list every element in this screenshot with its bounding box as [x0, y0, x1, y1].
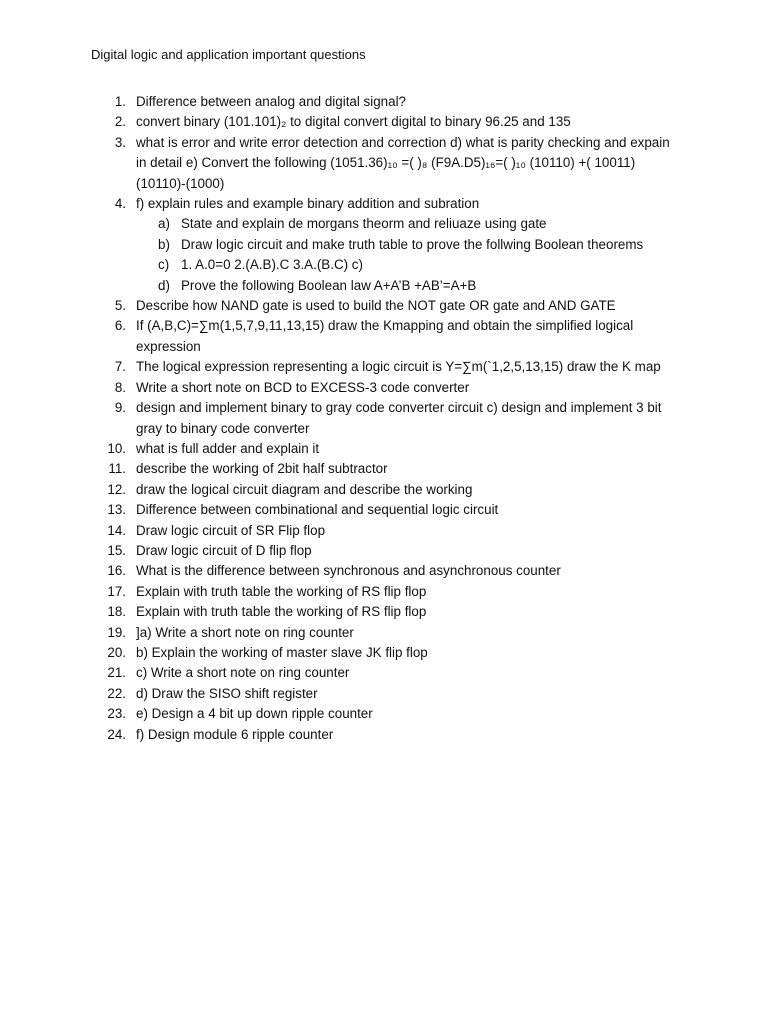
question-text: describe the working of 2bit half subtractor — [136, 461, 388, 477]
sub-question-item — [136, 276, 680, 296]
question-item — [100, 684, 680, 704]
question-item — [100, 296, 680, 316]
sub-question-item — [136, 214, 680, 234]
question-text: f) Design module 6 ripple counter — [136, 726, 334, 742]
question-text: Describe how NAND gate is used to build the NOT gate OR gate and AND GATE — [136, 298, 616, 314]
question-text: what is error and write error detection and correction d) what is parity checking and expain in detail e) Convert the following (1051.36)₁₀ =( )₈ (F9A.D5)₁₆=( )₁₀ (10110) +( 10011) (10110)-(1000) — [136, 134, 670, 191]
question-text: Draw logic circuit of SR Flip flop — [136, 522, 326, 538]
question-item — [100, 623, 680, 643]
question-item — [100, 582, 680, 602]
question-text: Difference between combinational and sequential logic circuit — [136, 502, 499, 518]
question-number: 12. — [107, 481, 126, 497]
question-number: 17. — [107, 583, 126, 599]
question-text: what is full adder and explain it — [136, 440, 320, 456]
question-item — [100, 643, 680, 663]
question-text: Write a short note on BCD to EXCESS-3 code converter — [136, 379, 470, 395]
question-text: ]a) Write a short note on ring counter — [136, 624, 354, 640]
question-item — [100, 602, 680, 622]
question-text: convert binary (101.101)₂ to digital convert digital to binary 96.25 and 135 — [136, 114, 571, 130]
question-item — [100, 500, 680, 520]
question-text: The logical expression representing a logic circuit is Y=∑m(`1,2,5,13,15) draw the K map — [136, 359, 661, 375]
question-number: 5. — [114, 298, 126, 314]
question-item — [100, 561, 680, 581]
question-number: 9. — [114, 400, 126, 416]
question-text: design and implement binary to gray code converter circuit c) design and implement 3 bit gray to binary code converter — [136, 400, 662, 436]
question-number: 15. — [107, 542, 126, 558]
question-number: 14. — [107, 522, 126, 538]
sub-question-letter: d) — [158, 277, 170, 293]
question-number: 8. — [114, 379, 126, 395]
question-text: f) explain rules and example binary addition and subration — [136, 196, 480, 212]
question-number: 16. — [107, 563, 126, 579]
question-item — [100, 378, 680, 398]
question-item — [100, 398, 680, 439]
question-number: 4. — [114, 196, 126, 212]
sub-question-letter: b) — [158, 236, 170, 252]
question-item — [100, 521, 680, 541]
question-item — [100, 316, 680, 357]
question-list — [100, 92, 680, 745]
question-text: What is the difference between synchronous and asynchronous counter — [136, 563, 561, 579]
question-text: d) Draw the SISO shift register — [136, 685, 318, 701]
question-text: Explain with truth table the working of RS flip flop — [136, 583, 427, 599]
question-number: 23. — [107, 706, 126, 722]
question-number: 10. — [107, 440, 126, 456]
question-number: 1. — [114, 94, 126, 109]
question-text: Difference between analog and digital signal? — [136, 94, 406, 109]
question-item — [100, 459, 680, 479]
question-item — [100, 357, 680, 377]
question-text: b) Explain the working of master slave JK flip flop — [136, 644, 428, 660]
question-number: 24. — [107, 726, 126, 742]
question-text: draw the logical circuit diagram and describe the working — [136, 481, 473, 497]
question-number: 6. — [114, 318, 126, 334]
question-number: 22. — [107, 685, 126, 701]
question-text: If (A,B,C)=∑m(1,5,7,9,11,13,15) draw the Kmapping and obtain the simplified logical expression — [136, 318, 634, 354]
question-item — [100, 133, 680, 194]
sub-question-letter: c) — [158, 257, 170, 273]
question-number: 18. — [107, 604, 126, 620]
sub-question-item — [136, 235, 680, 255]
question-item — [100, 480, 680, 500]
question-text: c) Write a short note on ring counter — [136, 665, 350, 681]
question-text: Explain with truth table the working of RS flip flop — [136, 604, 427, 620]
question-item — [100, 92, 680, 112]
sub-question-text: Prove the following Boolean law A+A’B +AB’=A+B — [181, 277, 477, 293]
question-item — [100, 194, 680, 296]
question-text: Draw logic circuit of D flip flop — [136, 542, 312, 558]
question-item — [100, 439, 680, 459]
question-item — [100, 704, 680, 724]
question-item — [100, 541, 680, 561]
sub-question-list — [136, 214, 680, 296]
question-item — [100, 112, 680, 132]
sub-question-letter: a) — [158, 216, 170, 232]
question-item — [100, 663, 680, 683]
question-number: 7. — [114, 359, 126, 375]
question-number: 3. — [114, 134, 126, 150]
question-number: 11. — [108, 461, 126, 477]
question-number: 21. — [107, 665, 126, 681]
question-number: 13. — [107, 502, 126, 518]
sub-question-text: Draw logic circuit and make truth table to prove the follwing Boolean theorems — [181, 236, 644, 252]
question-text: e) Design a 4 bit up down ripple counter — [136, 706, 373, 722]
sub-question-text: State and explain de morgans theorm and reliuaze using gate — [181, 216, 547, 232]
question-number: 20. — [107, 644, 126, 660]
question-number: 2. — [114, 114, 126, 130]
document-title: Digital logic and application important questions — [91, 47, 366, 62]
question-item — [100, 725, 680, 745]
sub-question-text: 1. A.0=0 2.(A.B).C 3.A.(B.C) c) — [181, 257, 363, 273]
sub-question-item — [136, 255, 680, 275]
question-number: 19. — [107, 624, 126, 640]
